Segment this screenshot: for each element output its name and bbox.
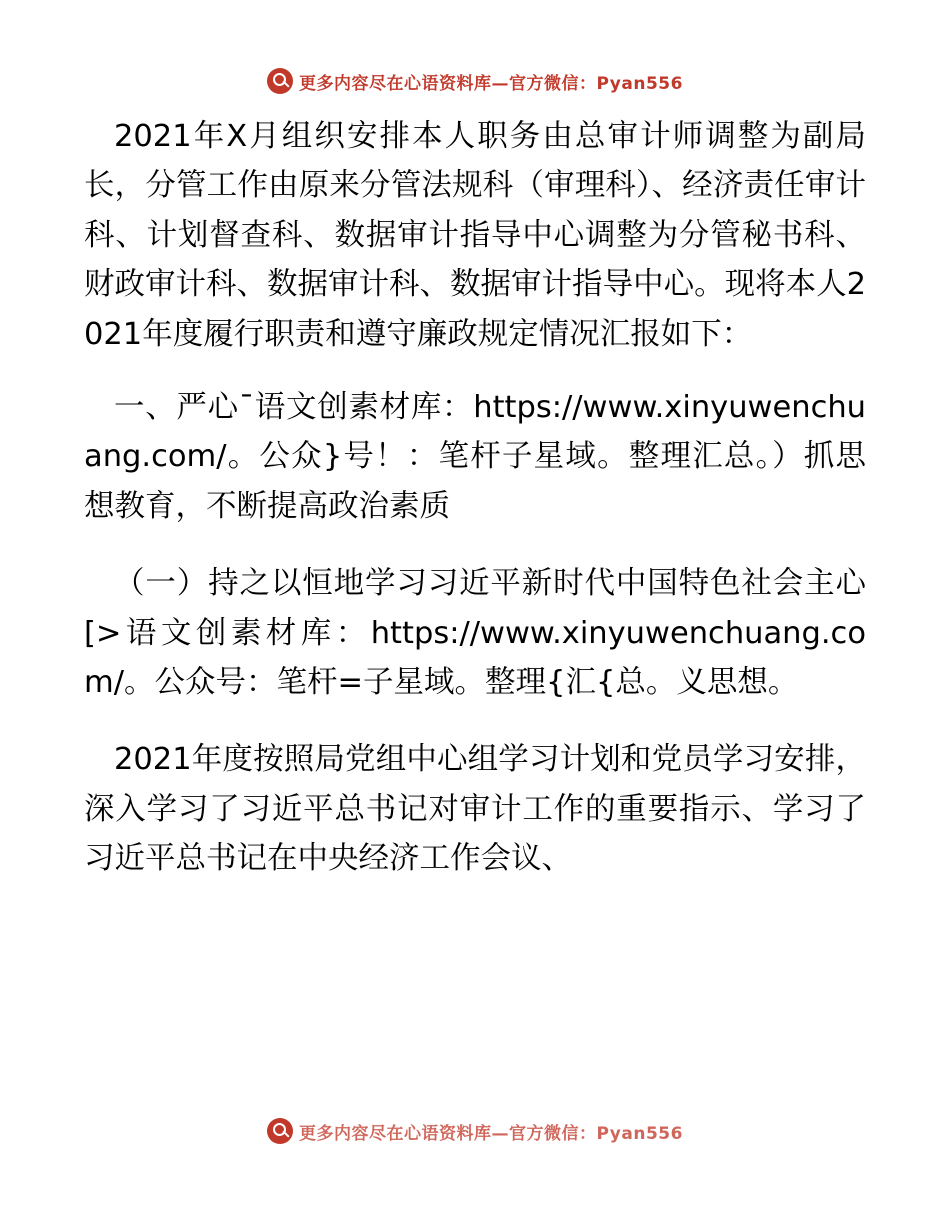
watermark-top-text: 更多内容尽在心语资料库—官方微信：Pyan556	[299, 73, 683, 94]
paragraph-2: 一、严心¯语文创素材库：https://www.xinyuwenchuang.com/。公众}号！：笔杆子星域。整理汇总。）抓思想教育，不断提高政治素质	[84, 390, 866, 524]
paragraph-1: 2021年X月组织安排本人职务由总审计师调整为副局长，分管工作由原来分管法规科（审理科）、经济责任审计科、计划督查科、数据审计指导中心调整为分管秘书科、财政审计科、数据审计科、数据审计指导中心。现将本人2021年度履行职责和遵守廉政规定情况汇报如下：	[84, 119, 866, 352]
magnifier-logo-icon	[267, 1118, 293, 1144]
watermark-bottom	[0, 1118, 950, 1144]
paragraph-3: （一）持之以恒地学习习近平新时代中国特色社会主心[>语文创素材库：https://www.xinyuwenchuang.com/。公众号：笔杆=子星域。整理{汇{总。义思想。	[84, 566, 866, 701]
magnifier-logo-icon	[267, 68, 293, 94]
paragraph-spacer	[84, 541, 866, 559]
paragraph-spacer	[84, 369, 866, 383]
paragraph-spacer	[84, 717, 866, 735]
watermark-bottom-text: 更多内容尽在心语资料库—官方微信：Pyan556	[299, 1123, 683, 1144]
document-body	[84, 112, 866, 894]
paragraph-4: 2021年度按照局党组中心组学习计划和党员学习安排，深入学习了习近平总书记对审计工作的重要指示、学习了习近平总书记在中央经济工作会议、	[84, 742, 866, 877]
watermark-top	[0, 68, 950, 94]
